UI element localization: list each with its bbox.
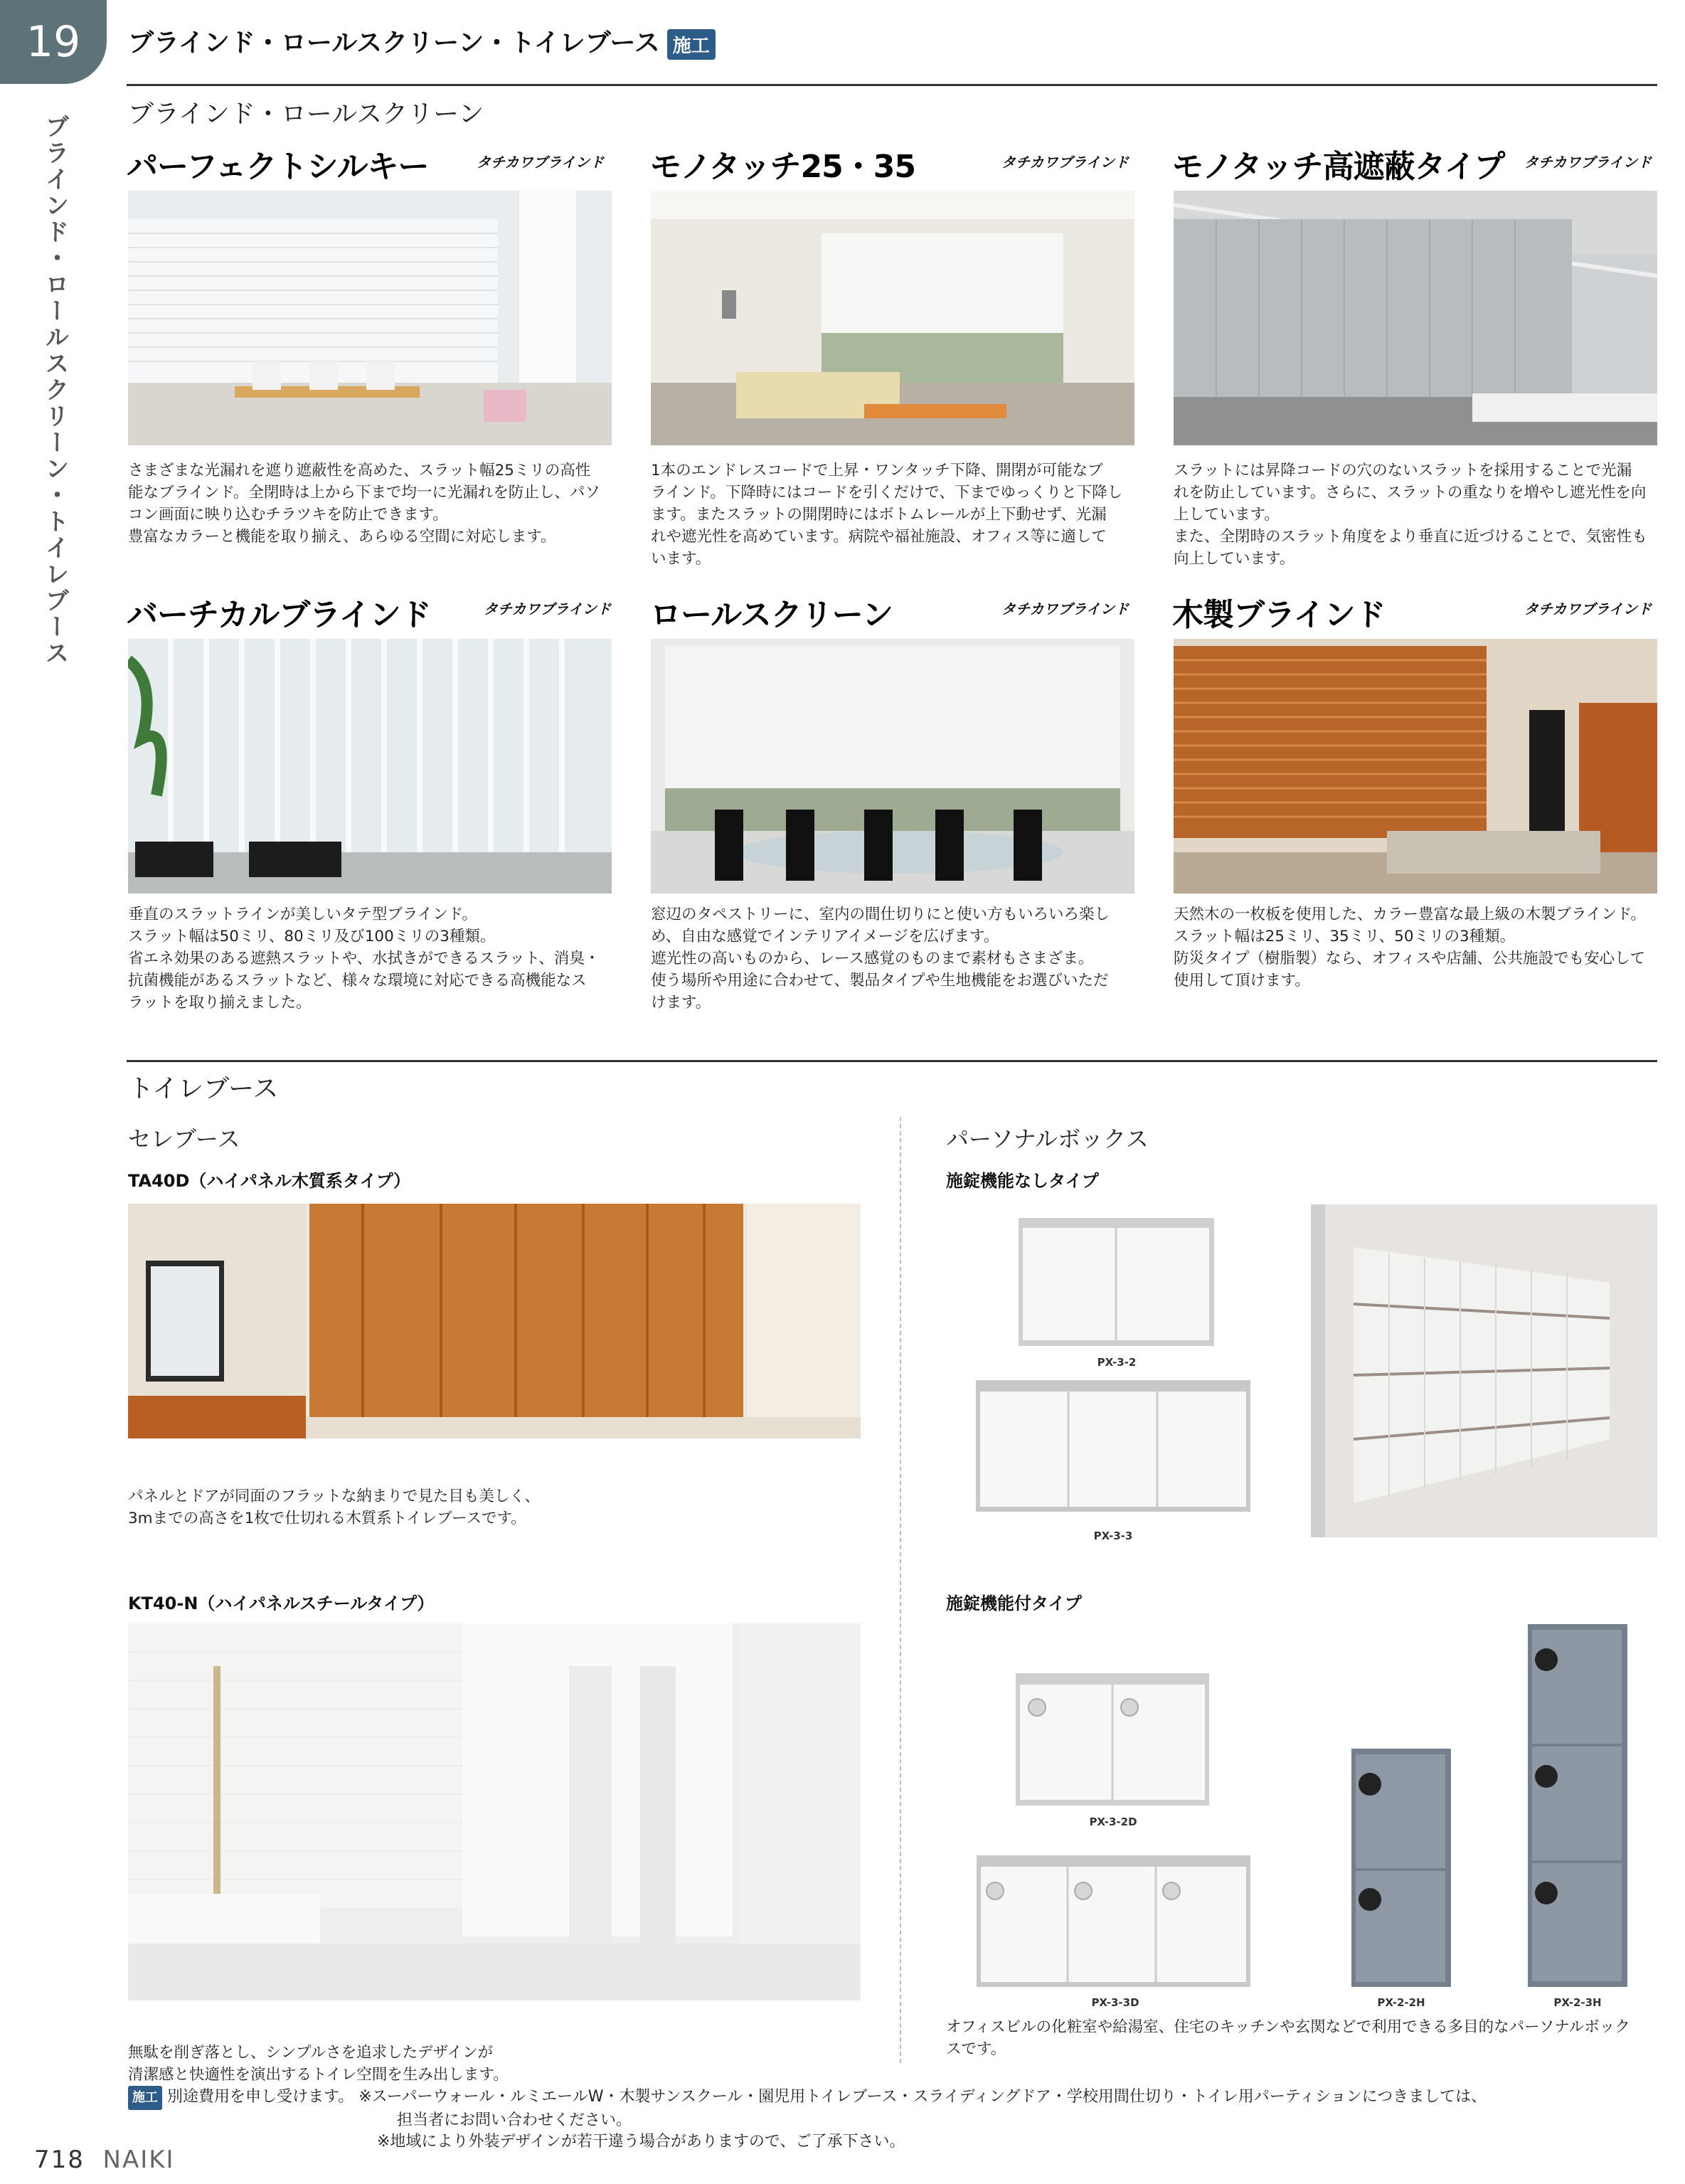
desc-line: め、自由な感覚でインテリアイメージを広げます。 (651, 928, 999, 945)
photo-monotouch-high-shield (1174, 191, 1657, 445)
model-title-ta40d: TA40D（ハイパネル木質系タイプ） (128, 1171, 410, 1191)
brand-logo: タチカワブラインド (1524, 600, 1652, 617)
desc-line: パネルとドアが同面のフラットな納まりで見た目も美しく、 (128, 1488, 540, 1505)
footer-notes (128, 2086, 1664, 2153)
desc-line: スラットには昇降コードの穴のないスラットを採用することで光漏 (1174, 462, 1632, 479)
product-px-3-2d (1016, 1673, 1209, 1806)
desc-line: 豊富なカラーと機能を取り揃え、あらゆる空間に対応します。 (128, 528, 556, 546)
blinds-section-title: ブラインド・ロールスクリーン (128, 100, 484, 129)
footer-construction-badge: 施工 (128, 2086, 162, 2110)
column-divider (900, 1117, 901, 2063)
desc-line: ラットを取り揃えました。 (128, 994, 312, 1012)
product-title-wooden-blind: 木製ブラインド (1172, 597, 1386, 633)
vertical-chapter-title: ブラインド・ロールスクリーン・トイレブース (41, 114, 69, 667)
desc-line: 使用して頂けます。 (1174, 972, 1310, 990)
construction-badge: 施工 (667, 29, 716, 60)
page-title-text: ブラインド・ロールスクリーン・トイレブース (128, 28, 660, 58)
desc-line: コン画面に映り込むチラツキを防止できます。 (128, 506, 448, 524)
desc-wooden-blind (1174, 903, 1664, 992)
desc-line: 上しています。 (1174, 506, 1280, 524)
desc-line: れや遮光性を高めています。病院や福祉施設、オフィス等に適して (651, 528, 1107, 546)
footer-line-3: ※地域により外装デザインが若干違う場合がありますので、ご了承下さい。 (377, 2133, 905, 2151)
desc-monotouch-high-shield (1174, 460, 1664, 570)
photo-monotouch-25-35 (651, 191, 1134, 445)
desc-line: 垂直のスラットラインが美しいタテ型ブラインド。 (128, 906, 477, 923)
product-title-monotouch-high-shield: モノタッチ高遮蔽タイプ (1172, 149, 1505, 185)
footer-note-text: 別途費用を申し受けます。 ※スーパーウォール・ルミエールW・木製サンスクール・園児用トイレブース・スライディングドア・学校用間仕切り・トイレ用パーティションにつきましては、 (167, 2088, 1487, 2106)
desc-line: 遮光性の高いものから、レース感覚のものまで素材もさまざま。 (651, 950, 1094, 968)
desc-personal-box (946, 2016, 1664, 2060)
code-px-3-3d: PX-3-3D (1091, 1996, 1139, 2009)
code-px-3-2: PX-3-2 (1097, 1356, 1137, 1369)
desc-line: スです。 (946, 2040, 1006, 2058)
product-px-3-3 (976, 1380, 1250, 1512)
code-px-2-3h: PX-2-3H (1553, 1996, 1602, 2009)
desc-line: ラインド。下降時にはコードを引くだけで、下までゆっくりと下降し (651, 484, 1123, 502)
code-px-2-2h: PX-2-2H (1377, 1996, 1425, 2009)
lock-type-title: 施錠機能付タイプ (946, 1594, 1082, 1613)
desc-line: さまざまな光漏れを遮り遮蔽性を高めた、スラット幅25ミリの高性 (128, 462, 591, 479)
desc-line: 防災タイプ（樹脂製）なら、オフィスや店舗、公共施設でも安心して (1174, 950, 1646, 968)
photo-perfect-silky (128, 191, 612, 445)
desc-monotouch-25-35 (651, 460, 1142, 570)
product-title-roll-screen: ロールスクリーン (650, 597, 893, 633)
product-title-monotouch-25-35: モノタッチ25・35 (650, 149, 915, 185)
desc-line: 3mまでの高さを1枚で仕切れる木質系トイレブースです。 (128, 1510, 526, 1527)
no-lock-type-title: 施錠機能なしタイプ (946, 1171, 1099, 1191)
brand-logo: タチカワブラインド (1524, 154, 1652, 171)
desc-line: また、全閉時のスラット角度をより垂直に近づけることで、気密性も (1174, 528, 1647, 546)
desc-line: れを防止しています。さらに、スラットの重なりを増やし遮光性を向 (1174, 484, 1647, 502)
desc-perfect-silky (128, 460, 619, 548)
product-px-2-3h (1528, 1624, 1627, 1987)
desc-line: けます。 (651, 994, 711, 1012)
desc-line: 窓辺のタペストリーに、室内の間仕切りにと使い方もいろいろ楽し (651, 906, 1110, 923)
product-title-vertical-blind: バーチカルブラインド (127, 597, 431, 633)
toilet-section-rule (127, 1060, 1657, 1062)
desc-line: 清潔感と快適性を演出するトイレ空間を生み出します。 (128, 2066, 509, 2084)
photo-vertical-blind (128, 639, 612, 894)
brand-logo: タチカワブラインド (484, 600, 611, 617)
desc-roll-screen (651, 903, 1142, 1014)
footer-brand: NAIKI (102, 2146, 175, 2174)
desc-kt40n (128, 2042, 868, 2086)
desc-line: 無駄を削ぎ落とし、シンプルさを追求したデザインが (128, 2044, 494, 2062)
toilet-section-title: トイレブース (128, 1074, 279, 1103)
desc-line: 能なブラインド。全閉時は上から下まで均一に光漏れを防止し、パソ (128, 484, 600, 502)
product-px-3-2 (1019, 1218, 1214, 1346)
page-title (128, 23, 716, 60)
product-px-2-2h (1351, 1749, 1451, 1987)
brand-logo: タチカワブラインド (1001, 600, 1129, 617)
header-rule (127, 84, 1657, 86)
brand-logo: タチカワブラインド (477, 154, 604, 171)
page-footer (34, 2146, 175, 2174)
page-number: 718 (34, 2146, 85, 2174)
code-px-3-2d: PX-3-2D (1089, 1815, 1137, 1828)
desc-line: オフィスビルの化粧室や給湯室、住宅のキッチンや玄関などで利用できる多目的なパーソナルボック (946, 2018, 1630, 2036)
desc-line: います。 (651, 550, 711, 568)
product-px-3-3d (977, 1855, 1250, 1987)
photo-ta40d (128, 1204, 861, 1438)
photo-roll-screen (651, 639, 1134, 894)
desc-line: 省エネ効果のある遮熱スラットや、水拭きができるスラット、消臭・ (128, 950, 600, 968)
model-title-kt40n: KT40-N（ハイパネルスチールタイプ） (128, 1594, 435, 1613)
photo-wooden-blind (1174, 639, 1657, 894)
desc-line: 天然木の一枚板を使用した、カラー豊富な最上級の木製ブラインド。 (1174, 906, 1646, 923)
desc-line: 抗菌機能があるスラットなど、様々な環境に対応できる高機能なス (128, 972, 587, 990)
personal-box-title: パーソナルボックス (946, 1125, 1149, 1152)
desc-line: 使う場所や用途に合わせて、製品タイプや生地機能をお選びいただ (651, 972, 1109, 990)
desc-vertical-blind (128, 903, 619, 1014)
desc-ta40d (128, 1485, 868, 1530)
desc-line: 1本のエンドレスコードで上昇・ワンタッチ下降、開閉が可能なブ (651, 462, 1103, 479)
desc-line: ます。またスラットの開閉時にはボトムレールが上下動せず、光漏 (651, 506, 1107, 524)
chapter-tab: 19 (0, 0, 107, 84)
brand-logo: タチカワブラインド (1001, 154, 1129, 171)
desc-line: 向上しています。 (1174, 550, 1295, 568)
product-title-perfect-silky: パーフェクトシルキー (127, 149, 429, 185)
celebooth-title: セレブース (128, 1125, 240, 1152)
photo-personal-box-wall (1311, 1204, 1657, 1537)
desc-line: スラット幅は25ミリ、35ミリ、50ミリの3種類。 (1174, 928, 1516, 945)
footer-line-2: 担当者にお問い合わせください。 (397, 2111, 632, 2129)
code-px-3-3: PX-3-3 (1093, 1530, 1133, 1542)
desc-line: スラット幅は50ミリ、80ミリ及び100ミリの3種類。 (128, 928, 496, 945)
footer-line-1 (128, 2086, 1664, 2110)
photo-kt40n (128, 1623, 861, 2000)
